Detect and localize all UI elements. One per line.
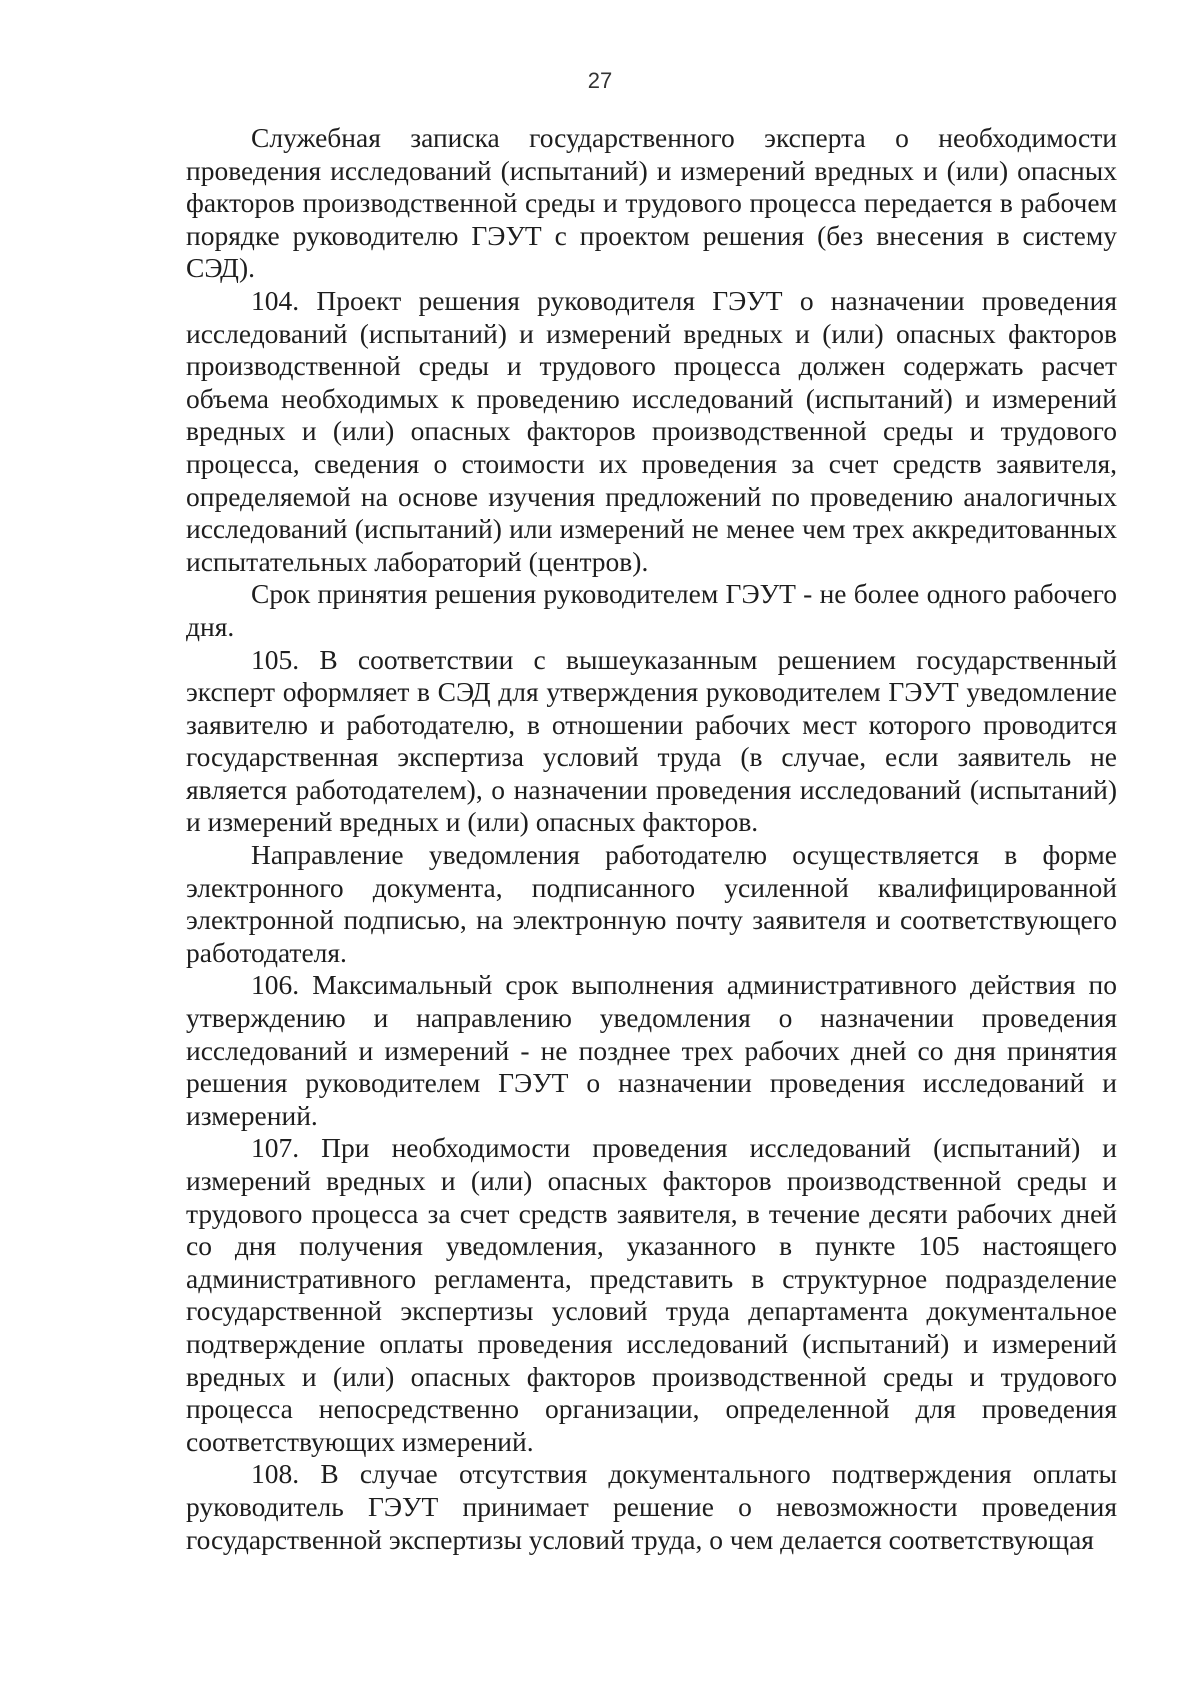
document-body: [186, 122, 1117, 1556]
paragraph-notification-sending: Направление уведомления работодателю осуществляется в форме электронного документа, подписанного усиленной квалифицированной электронной подписью, на электронную почту заявителя и соответствующего работодателя.: [186, 839, 1117, 968]
page-number: 27: [587, 68, 613, 93]
paragraph-memo: Служебная записка государственного эксперта о необходимости проведения исследований (испытаний) и измерений вредных и (или) опасных факторов производственной среды и трудового процесса передается в рабочем порядке руководителю ГЭУТ с проектом решения (без внесения в систему СЭД).: [186, 122, 1117, 284]
paragraph-decision-term: Срок принятия решения руководителем ГЭУТ - не более одного рабочего дня.: [186, 578, 1117, 642]
paragraph-105: 105. В соответствии с вышеуказанным решением государственный эксперт оформляет в СЭД для утверждения руководителем ГЭУТ уведомление заявителю и работодателю, в отношении рабочих мест которого проводится государственная экспертиза условий труда (в случае, если заявитель не является работодателем), о назначении проведения исследований (испытаний) и измерений вредных и (или) опасных факторов.: [186, 643, 1117, 838]
paragraph-106: 106. Максимальный срок выполнения административного действия по утверждению и направлению уведомления о назначении проведения исследований и измерений - не позднее трех рабочих дней со дня принятия решения руководителем ГЭУТ о назначении проведения исследований и измерений.: [186, 969, 1117, 1131]
paragraph-104: 104. Проект решения руководителя ГЭУТ о назначении проведения исследований (испытаний) и измерений вредных и (или) опасных факторов производственной среды и трудового процесса должен содержать расчет объема необходимых к проведению исследований (испытаний) и измерений вредных и (или) опасных факторов производственной среды и трудового процесса, сведения о стоимости их проведения за счет средств заявителя, определяемой на основе изучения предложений по проведению аналогичных исследований (испытаний) или измерений не менее чем трех аккредитованных испытательных лабораторий (центров).: [186, 284, 1117, 577]
paragraph-108: 108. В случае отсутствия документального подтверждения оплаты руководитель ГЭУТ принимает решение о невозможности проведения государственной экспертизы условий труда, о чем делается соответствующая: [186, 1458, 1117, 1555]
paragraph-107: 107. При необходимости проведения исследований (испытаний) и измерений вредных и (или) опасных факторов производственной среды и трудового процесса за счет средств заявителя, в течение десяти рабочих дней со дня получения уведомления, указанного в пункте 105 настоящего административного регламента, представить в структурное подразделение государственной экспертизы условий труда департамента документальное подтверждение оплаты проведения исследований (испытаний) и измерений вредных и (или) опасных факторов производственной среды и трудового процесса непосредственно организации, определенной для проведения соответствующих измерений.: [186, 1132, 1117, 1457]
